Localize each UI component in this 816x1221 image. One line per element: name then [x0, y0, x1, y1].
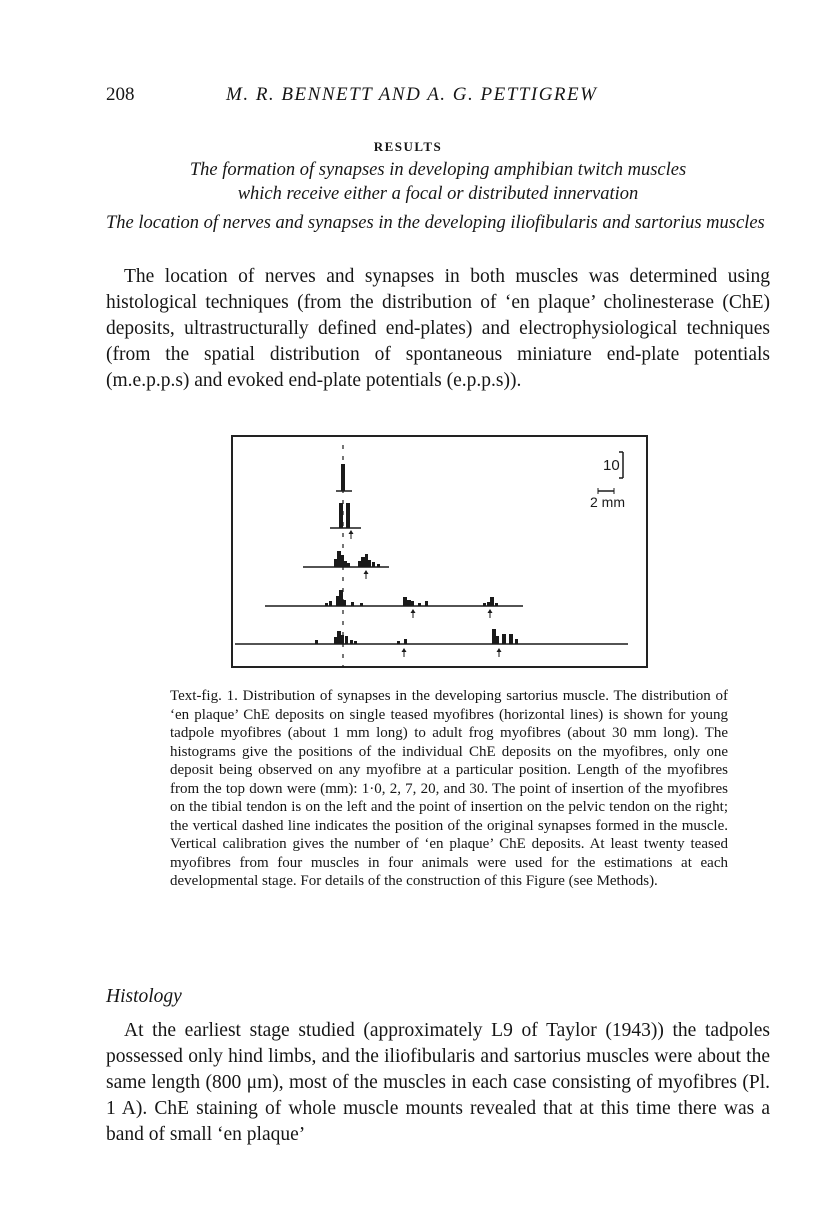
insertion-arrowhead — [402, 648, 407, 652]
histogram-bar — [425, 601, 428, 606]
subsection-heading: The location of nerves and synapses in the developing iliofibularis and sartorius muscles — [106, 213, 765, 233]
histogram-bar — [341, 555, 344, 567]
histogram-bar — [339, 503, 343, 528]
histogram-bar — [515, 639, 518, 644]
insertion-arrowhead — [411, 609, 416, 613]
synapse-distribution-histogram — [233, 437, 650, 670]
figure-caption — [170, 687, 728, 891]
histogram-bar — [490, 597, 494, 606]
vertical-calibration — [603, 452, 623, 478]
histogram-bar — [345, 636, 348, 644]
horizontal-calibration — [590, 488, 625, 510]
histogram-bar — [397, 641, 400, 644]
histogram-bar — [315, 640, 318, 644]
insertion-arrowhead — [349, 530, 354, 534]
paragraph-methods-intro: The location of nerves and synapses in both muscles was determined using histological techniques (from the distribution of ‘en plaque’ cholinesterase (ChE) deposits, ultrastructurally defined end-plates) and electrophysiological techniques (from the spatial distribution of spontaneous miniature end-plate potentials (m.e.p.p.s) and evoked end-plate potentials (e.p.p.s)). — [106, 266, 770, 391]
running-head — [106, 84, 770, 110]
histogram-bar — [495, 603, 498, 606]
histogram-bar — [418, 603, 421, 606]
histogram-bar — [403, 597, 407, 606]
histogram-bar — [329, 601, 332, 606]
histogram-bar — [358, 561, 361, 567]
histogram-bar — [346, 503, 350, 528]
horizontal-scale-label: 2 mm — [590, 494, 625, 510]
histogram-bar — [354, 641, 357, 644]
histogram-bar — [351, 602, 354, 606]
insertion-arrowhead — [364, 570, 369, 574]
histogram-bar — [404, 639, 407, 644]
paragraph-histology: At the earliest stage studied (approximately L9 of Taylor (1943)) the tadpoles possessed only hind limbs, and the iliofibularis and sartorius muscles were about the same length (800 μm), most of the muscles in each case consisting of myofibres (Pl. 1 A). ChE staining of whole muscle mounts revealed that at this time there was a band of small ‘en plaque’ — [106, 1020, 770, 1145]
insertion-arrowhead — [488, 609, 493, 613]
histogram-bar — [337, 551, 341, 567]
vertical-scale-label: 10 — [603, 457, 620, 474]
myofibre-row-20mm — [265, 590, 523, 618]
histogram-bar — [509, 634, 513, 644]
histogram-bar — [337, 631, 341, 644]
histogram-bar — [360, 603, 363, 606]
text-figure-1 — [231, 435, 648, 668]
histogram-bar — [368, 560, 371, 567]
insertion-arrowhead — [497, 648, 502, 652]
myofibre-row-7mm — [303, 551, 389, 579]
histogram-bar — [344, 561, 347, 567]
histogram-bar — [487, 602, 490, 606]
histogram-bar — [339, 590, 343, 606]
histogram-bar — [372, 562, 375, 567]
histogram-bar — [361, 557, 365, 567]
histogram-bar — [411, 601, 414, 606]
figure-caption-text: Distribution of synapses in the developing sartorius muscle. The distribution of ‘en plaque’ ChE deposits on single teased myofibres (horizontal lines) is shown for young tadpole myofibres (about 1 mm long) to adult frog myofibres (about 30 mm long). The histograms give the positions of the individual ChE deposits on the myofibres, only one deposit being observed on any myofibre at a particular position. Length of the myofibres from the top down were (mm): 1·0, 2, 7, 20, and 30. The point of insertion of the myofibres on the tibial tendon is on the left and the point of insertion on the pelvic tendon on the right; the vertical dashed line indicates the position of the original synapses formed in the muscle. Vertical calibration gives the number of ‘en plaque’ ChE deposits. At least twenty teased myofibres from four muscles in four animals were used for the estimations at each developmental stage. For details of the construction of this Figure (see Methods). — [170, 688, 728, 889]
histogram-bar — [334, 559, 337, 567]
histogram-bar — [347, 563, 350, 567]
histogram-bar — [334, 637, 337, 644]
myofibre-row-30mm — [235, 629, 628, 657]
section-heading-line-2: which receive either a focal or distributed innervation — [237, 184, 639, 204]
myofibre-row-1mm — [336, 464, 352, 491]
histogram-bar — [502, 634, 506, 644]
histogram-bar — [336, 596, 339, 606]
histogram-bar — [343, 600, 346, 606]
section-heading-line-1: The formation of synapses in developing amphibian twitch muscles — [189, 160, 687, 180]
section-heading — [106, 158, 770, 206]
histogram-bar — [496, 636, 499, 644]
myofibre-row-2mm — [330, 503, 361, 539]
page-number: 208 — [106, 84, 135, 105]
results-heading: RESULTS — [373, 139, 443, 154]
histogram-bar — [365, 554, 368, 567]
histogram-bar — [341, 464, 345, 491]
histogram-bar — [407, 600, 411, 606]
histogram-bar — [377, 564, 380, 567]
histogram-bar — [350, 640, 353, 644]
histology-heading: Histology — [106, 986, 182, 1007]
histogram-bar — [341, 635, 344, 644]
histogram-bar — [325, 603, 328, 606]
histogram-bar — [492, 629, 496, 644]
figure-caption-label: Text-fig. 1. — [170, 688, 238, 704]
histogram-bar — [483, 603, 486, 606]
running-head-authors: M. R. BENNETT AND A. G. PETTIGREW — [226, 84, 598, 105]
